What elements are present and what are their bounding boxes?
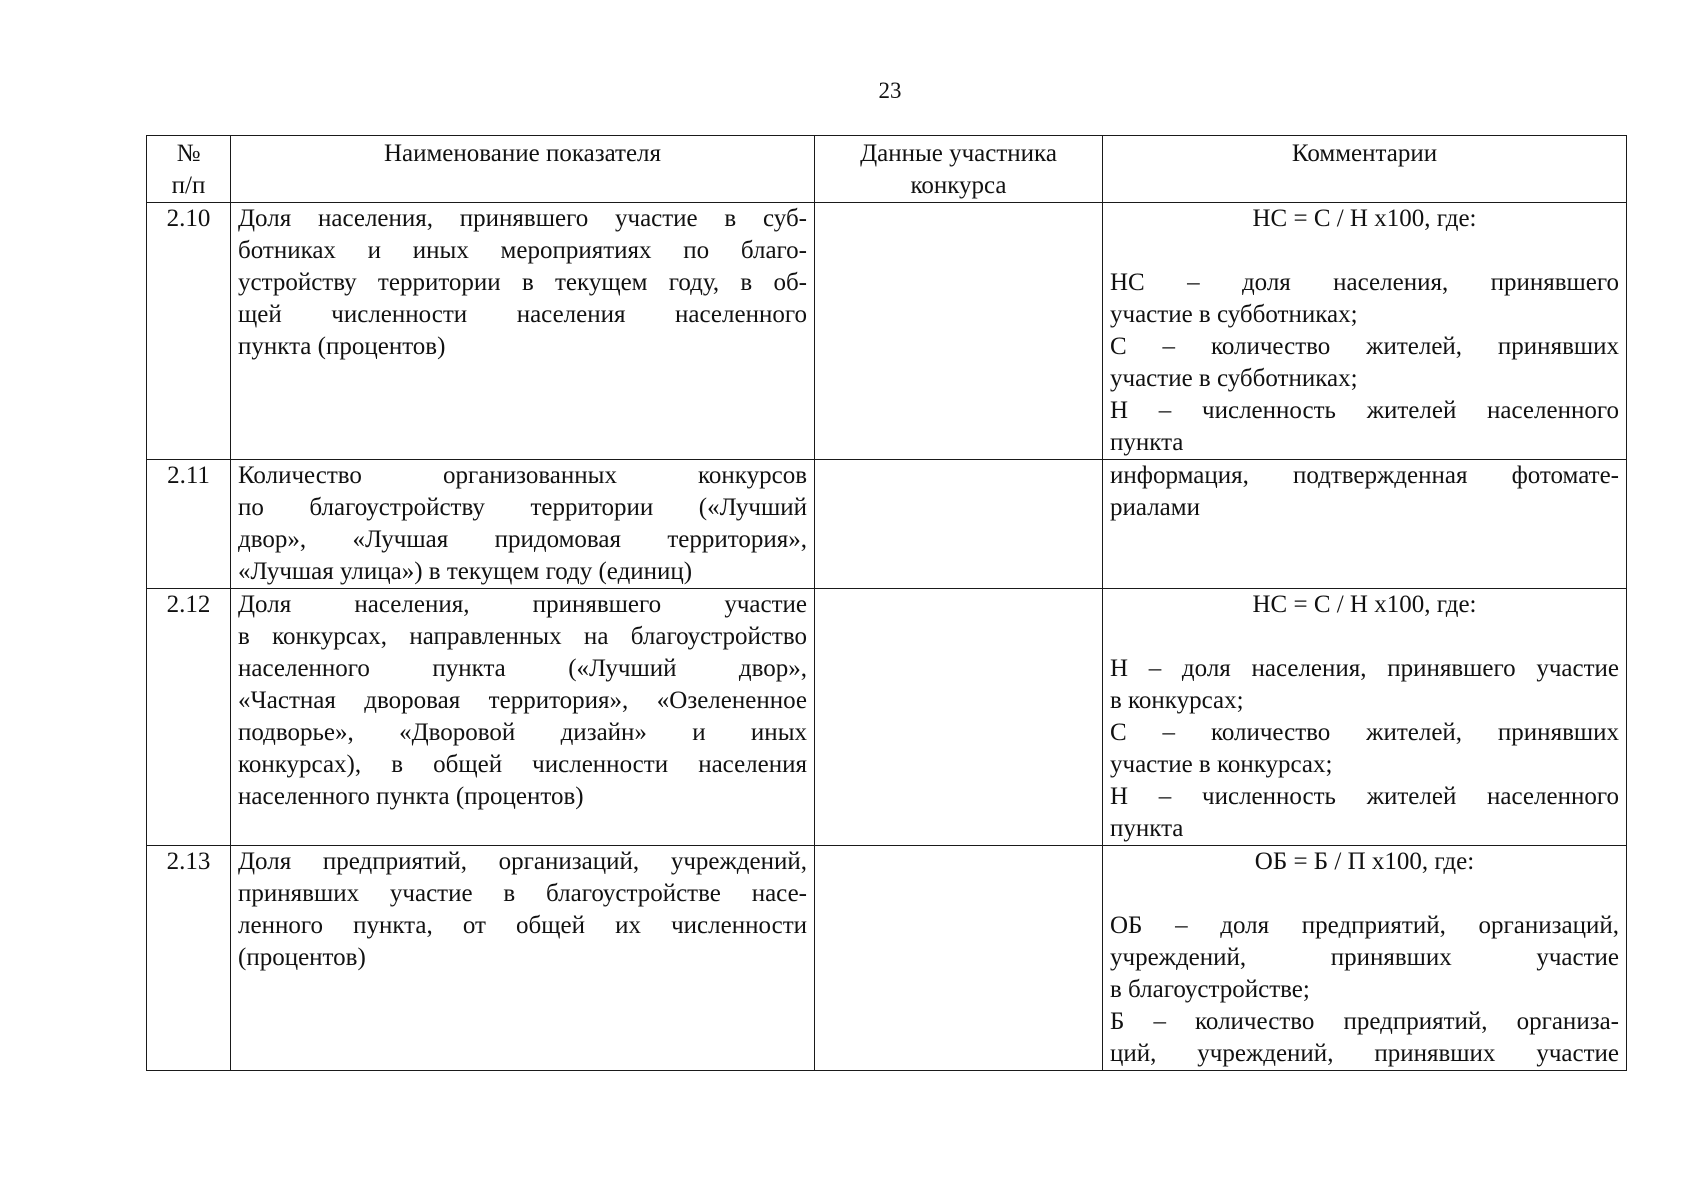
comment-line: в благоустройстве;: [1110, 976, 1310, 1003]
indicator-name-line: (процентов): [238, 944, 366, 971]
comment-line: Н – численность жителей населенного: [1110, 783, 1619, 810]
page-number: 23: [878, 78, 902, 103]
comment-cell: [1103, 460, 1627, 589]
table-row: [147, 203, 1627, 460]
comment-cell: [1103, 203, 1627, 460]
comment-line: Н – численность жителей населенного: [1110, 397, 1619, 424]
comment-line: Н – доля населения, принявшего участие: [1110, 655, 1619, 682]
comment-line: ций, учреждений, принявших участие: [1110, 1040, 1619, 1067]
indicator-name-line: в конкурсах, направленных на благоустройство: [238, 623, 807, 650]
participant-data-cell[interactable]: [815, 846, 1103, 1071]
header-participant-data-line: конкурса: [910, 172, 1007, 199]
comment-line: учреждений, принявших участие: [1110, 944, 1619, 971]
header-indicator-name: [231, 136, 815, 203]
participant-data-cell[interactable]: [815, 460, 1103, 589]
indicator-name-cell: [231, 589, 815, 846]
indicator-name-line: Доля населения, принявшего участие в суб-: [238, 205, 807, 232]
indicator-name-line: ленного пункта, от общей их численности: [238, 912, 807, 939]
indicator-name-cell: [231, 846, 815, 1071]
indicator-name-line: принявших участие в благоустройстве насе-: [238, 880, 807, 907]
header-number: [147, 136, 231, 203]
table-row: [147, 589, 1627, 846]
formula: НС = С / Н х100, где:: [1252, 205, 1477, 232]
spacer: [1110, 235, 1619, 267]
indicator-name-line: устройству территории в текущем году, в об-: [238, 269, 807, 296]
formula: ОБ = Б / П х100, где:: [1254, 848, 1475, 875]
formula: НС = С / Н х100, где:: [1252, 591, 1477, 618]
comment-line: информация, подтвержденная фотомате-: [1110, 462, 1619, 489]
comment-line: участие в конкурсах;: [1110, 751, 1333, 778]
indicator-name-line: ботниках и иных мероприятиях по благо-: [238, 237, 807, 264]
indicator-name-line: Доля предприятий, организаций, учреждений,: [238, 848, 807, 875]
header-comments-text: Комментарии: [1291, 140, 1438, 167]
spacer: [1110, 621, 1619, 653]
indicator-name-cell: [231, 203, 815, 460]
comment-line: Б – количество предприятий, организа-: [1110, 1008, 1619, 1035]
comment-cell: [1103, 846, 1627, 1071]
indicator-name-line: Количество организованных конкурсов: [238, 462, 807, 489]
indicator-name-line: по благоустройству территории («Лучший: [238, 494, 807, 521]
comment-line: пункта: [1110, 815, 1184, 842]
indicator-name-line: Доля населения, принявшего участие: [238, 591, 807, 618]
comment-line: в конкурсах;: [1110, 687, 1244, 714]
header-comments: [1103, 136, 1627, 203]
comment-line: С – количество жителей, принявших: [1110, 333, 1619, 360]
table-header-row: [147, 136, 1627, 203]
indicator-name-line: населенного пункта («Лучший двор»,: [238, 655, 807, 682]
header-number-line: п/п: [171, 172, 206, 199]
comment-line: С – количество жителей, принявших: [1110, 719, 1619, 746]
indicator-name-line: пункта (процентов): [238, 333, 446, 360]
row-number: 2.13: [147, 846, 231, 1071]
indicator-name-line: населенного пункта (процентов): [238, 783, 584, 810]
comment-line: НС – доля населения, принявшего: [1110, 269, 1619, 296]
header-indicator-name-text: Наименование показателя: [383, 140, 662, 167]
indicator-name-line: «Частная дворовая территория», «Озелененное: [238, 687, 807, 714]
indicator-name-cell: [231, 460, 815, 589]
comment-line: пункта: [1110, 429, 1184, 456]
indicator-name-line: щей численности населения населенного: [238, 301, 807, 328]
comment-line: участие в субботниках;: [1110, 365, 1358, 392]
table-row: [147, 460, 1627, 589]
comment-line: участие в субботниках;: [1110, 301, 1358, 328]
indicator-name-line: конкурсах), в общей численности населения: [238, 751, 807, 778]
header-participant-data: [815, 136, 1103, 203]
header-number-line: №: [176, 140, 201, 167]
header-participant-data-line: Данные участника: [860, 140, 1057, 167]
row-number: 2.11: [147, 460, 231, 589]
indicator-name-line: «Лучшая улица») в текущем году (единиц): [238, 558, 693, 585]
indicators-table: [146, 135, 1627, 1071]
comment-cell: [1103, 589, 1627, 846]
comment-line: риалами: [1110, 494, 1200, 521]
table-row: [147, 846, 1627, 1071]
participant-data-cell[interactable]: [815, 589, 1103, 846]
row-number: 2.10: [147, 203, 231, 460]
indicator-name-line: подворье», «Дворовой дизайн» и иных: [238, 719, 807, 746]
comment-line: ОБ – доля предприятий, организаций,: [1110, 912, 1619, 939]
participant-data-cell[interactable]: [815, 203, 1103, 460]
row-number: 2.12: [147, 589, 231, 846]
indicator-name-line: двор», «Лучшая придомовая территория»,: [238, 526, 807, 553]
spacer: [1110, 878, 1619, 910]
